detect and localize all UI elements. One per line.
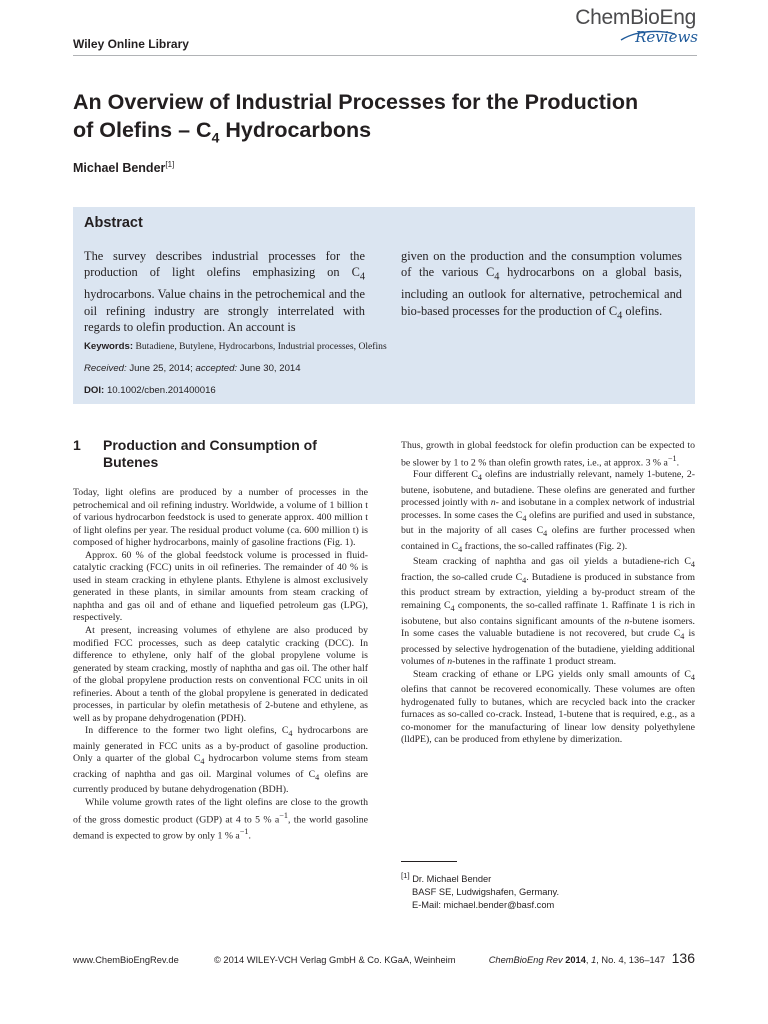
doi-line — [84, 385, 216, 396]
section-title: Production and Consumption of Butenes — [103, 437, 317, 470]
footnote-email[interactable]: E-Mail: michael.bender@basf.com — [412, 899, 555, 910]
superscript: −1 — [239, 827, 249, 837]
logo-swoosh-icon — [619, 28, 677, 42]
text-run: fraction, the so-called crude C — [401, 571, 523, 583]
italic-n: n — [447, 656, 453, 668]
paragraph: Approx. 60 % of the global feedstock volume is processed in fluid-catalytic cracking (FCC) units in oil refineries. The remainder of 40 % is used in steam cracking in ethylene plants. Ethylene is almost exclusively generated in these plants, in similar amounts from steam cracking of naphtha and gas oil and of ethane and liquefied petroleum gas (LPG), respectively. — [73, 549, 368, 624]
abstract-text: The survey describes industrial processes for the production of light olefins emphasizing on C — [84, 249, 365, 280]
journal-logo — [575, 6, 696, 46]
text-run: - and isobutane in a complex network of industrial processes. In some cases the C — [401, 497, 695, 521]
subscript: 4 — [617, 310, 623, 322]
abstract-text: olefins. — [622, 303, 663, 318]
footnote-divider — [401, 861, 457, 862]
footnote-mark: [1] — [401, 871, 410, 880]
header-divider — [73, 55, 697, 56]
keywords-value: Butadiene, Butylene, Hydrocarbons, Industrial processes, Olefins — [135, 341, 387, 352]
abstract-column-2 — [401, 248, 682, 325]
text-run: In difference to the former two light olefins, C — [85, 725, 289, 737]
page-number: 136 — [671, 950, 695, 966]
received-label: Received: — [84, 363, 127, 374]
footnote-name: Dr. Michael Bender — [412, 874, 492, 885]
abstract-text: hydrocarbons. Value chains in the petrochemical and the oil refining industry are strongly interrelated with regards to olefin production. An account is — [84, 287, 365, 335]
paragraph — [73, 797, 368, 843]
title-line-2-start: of Olefins – C — [73, 118, 212, 142]
abstract-box — [73, 207, 695, 404]
doi-link[interactable]: 10.1002/cben.201400016 — [106, 385, 216, 396]
page-footer — [73, 950, 695, 970]
wiley-online-library-label: Wiley Online Library — [73, 37, 189, 51]
text-run: . — [676, 456, 680, 468]
abstract-text: given on the production and the consumption volumes of the various C — [401, 249, 682, 280]
text-run: olefins are purified and used in substance, but in the majority of all cases C — [401, 509, 695, 537]
logo-main-text: ChemBioEng — [575, 6, 696, 29]
subscript: 4 — [450, 603, 455, 613]
footer-citation: ChemBioEng Rev 2014, 1, No. 4, 136–147 — [488, 955, 665, 965]
subscript: 4 — [477, 473, 482, 483]
subscript: 4 — [522, 575, 527, 585]
text-run: olefins are further processed when contained in C — [401, 525, 695, 552]
paragraph: At present, increasing volumes of ethylene are also produced by modified FCC processes, such as deep catalytic cracking (DCC). In difference to ethylene, only half of the global propylene volume is generated by steam cracking, mostly of naphtha and gas oil. The other half of the global propylene production rests on conventional FCC units in oil refineries. About a tenth of the global propylene is generated in dedicated processes, in particular by olefin metathesis of 2-butene and ethylene, as well as by propane dehydrogenation (PDH). — [73, 625, 368, 724]
dates-line — [84, 363, 301, 374]
author-footnote-mark: [1] — [165, 160, 175, 169]
footer-year: 2014 — [565, 955, 586, 965]
keywords-line — [84, 341, 387, 352]
accepted-label: accepted: — [195, 363, 238, 374]
text-run: . — [248, 830, 251, 842]
text-run: is processed by selective hydrogenation of the butadiene, yielding additional volumes of — [401, 628, 695, 668]
logo-reviews-text: Reviews — [635, 28, 698, 46]
text-run: components, the so-called raffinate 1. Raffinate 1 is rich in isobutene, but also contains significant amounts of the — [401, 600, 696, 627]
abstract-column-1 — [84, 248, 365, 336]
text-run: olefins that cannot be recovered economically. These volumes are often hydrogenated fully to butanes, which are recycled back into the cracker furnaces as so-called co-crack. Instead, 1-butene that is required, e.g., as a co-monomer for the manufacturing of linear low density polyethylene (lldPE), can be produced from ethylene by dimerization. — [401, 684, 695, 746]
keywords-label: Keywords: — [84, 341, 134, 352]
text-run: -butene isomers. In some cases the valuable butadiene is not recovered, but crude C — [401, 615, 695, 640]
article-title — [73, 88, 693, 151]
subscript: 4 — [288, 729, 293, 739]
text-run: Steam cracking of naphtha and gas oil yields a butadiene-rich C — [413, 556, 691, 568]
paragraph — [401, 556, 695, 668]
subscript: 4 — [690, 560, 695, 570]
paragraph: Today, light olefins are produced by a number of processes in the petrochemical and oil refining industry. Worldwide, a volume of 1 billion t of various hydrocarbon feedstock is used to generate approx. 400 million t of light olefins per year. The residual product volume (ca. 600 million t) is composed of higher hydrocarbons, mainly of gasoline fractions (Fig. 1). — [73, 487, 368, 549]
subscript: 4 — [315, 772, 320, 782]
body-column-right — [401, 440, 695, 747]
italic-n: n — [624, 615, 630, 627]
subscript: 4 — [200, 757, 205, 767]
body-column-left — [73, 487, 368, 843]
text-run: . Butadiene is produced in substance from this product stream by extraction, yielding a by-product stream of the remaining C — [401, 571, 695, 611]
footer-website-link[interactable]: www.ChemBioEngRev.de — [73, 955, 179, 965]
subscript: 4 — [690, 672, 695, 682]
superscript: −1 — [279, 810, 288, 820]
paragraph — [401, 469, 695, 556]
section-number: 1 — [73, 437, 81, 453]
paragraph — [401, 440, 695, 469]
paragraph — [73, 725, 368, 797]
text-run: hydrocarbons are mainly generated in FCC units as a by-product of gasoline production. Only a quarter of the global C — [73, 725, 368, 765]
footer-copyright: © 2014 WILEY-VCH Verlag GmbH & Co. KGaA, Weinheim — [214, 955, 456, 965]
text-run: fractions, the so-called raffinates (Fig. 2). — [462, 540, 628, 552]
doi-label: DOI: — [84, 385, 105, 396]
author-name: Michael Bender — [73, 161, 166, 176]
author-line — [73, 160, 174, 175]
italic-n: n — [490, 497, 496, 509]
subscript: 4 — [494, 271, 500, 283]
text-run: olefins are industrially relevant, namely 1-butene, 2-butene, isobutene, and butadiene. These olefins are generated and further processed jointly with — [401, 469, 695, 509]
received-date: June 25, 2014; — [129, 363, 193, 374]
title-line-1: An Overview of Industrial Processes for the Production — [73, 90, 639, 114]
text-run: olefins are currently produced by butane dehydrogenation (BDH). — [73, 768, 368, 796]
footer-issue-pages: , No. 4, 136–147 — [596, 955, 665, 965]
text-run: -butenes in the raffinate 1 product stream. — [452, 656, 617, 668]
subscript: 4 — [458, 544, 463, 554]
text-run: hydrocarbon volume stems from steam cracking of naphtha and gas oil. Marginal volumes of C — [73, 753, 369, 780]
superscript: −1 — [667, 453, 677, 463]
accepted-date: June 30, 2014 — [239, 363, 301, 374]
author-footnote — [401, 870, 559, 911]
footer-volume: 1 — [591, 955, 597, 965]
text-run: Thus, growth in global feedstock for olefin production can be expected to be slower by 1 to 2 % than olefin growth rates, i.e., at approx. 3 % a — [401, 440, 695, 468]
footnote-name-line — [401, 870, 559, 886]
abstract-text: hydrocarbons on a global basis, including an outlook for alternative, petrochemical and bio-based processes for the production of C — [401, 265, 683, 318]
abstract-heading: Abstract — [84, 215, 143, 231]
subscript: 4 — [680, 632, 685, 641]
paragraph — [401, 669, 695, 747]
subscript: 4 — [543, 529, 548, 539]
footnote-affiliation: BASF SE, Ludwigshafen, Germany. — [412, 886, 560, 897]
text-run: , the world gasoline demand is expected to grow by only 1 % a — [73, 813, 368, 842]
text-run: Four different C — [413, 469, 478, 481]
title-subscript: 4 — [211, 129, 220, 146]
text-run: Steam cracking of ethane or LPG yields only small amounts of C — [413, 668, 691, 680]
subscript: 4 — [522, 513, 527, 523]
title-line-2-end: Hydrocarbons — [219, 118, 372, 142]
footer-journal: ChemBioEng Rev — [488, 955, 563, 965]
subscript: 4 — [359, 271, 365, 283]
text-run: While volume growth rates of the light olefins are close to the growth of the gross domestic product (GDP) at 4 to 5 % a — [73, 796, 368, 825]
